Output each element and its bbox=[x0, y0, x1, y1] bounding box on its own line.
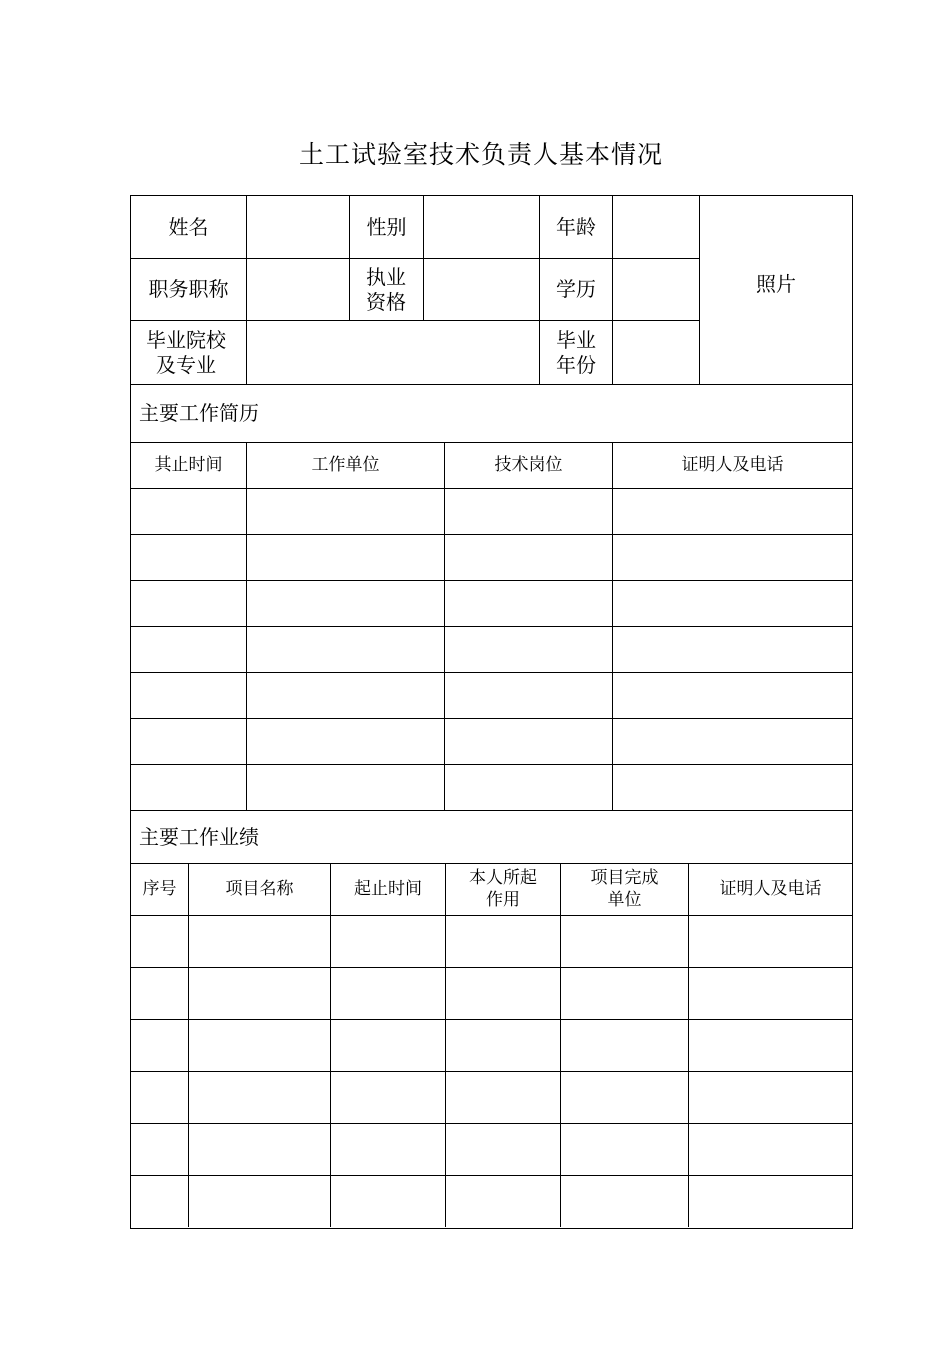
achievements-cell-completing-unit[interactable] bbox=[561, 968, 688, 1019]
work-history-cell-position[interactable] bbox=[445, 627, 612, 672]
achievements-cell-role[interactable] bbox=[446, 1020, 560, 1071]
achievements-header-completing-unit: 项目完成单位 bbox=[590, 868, 659, 910]
achievements-cell-project-name[interactable] bbox=[189, 1020, 330, 1071]
achievements-cell-completing-unit[interactable] bbox=[561, 1176, 688, 1227]
education-label: 学历 bbox=[556, 277, 596, 301]
work-history-cell-position[interactable] bbox=[445, 535, 612, 580]
work-history-cell-period[interactable] bbox=[131, 535, 246, 580]
grad-year-field[interactable] bbox=[613, 321, 699, 384]
work-history-header-position: 技术岗位 bbox=[494, 454, 563, 475]
achievements-cell-completing-unit[interactable] bbox=[561, 1020, 688, 1071]
achievements-cell-project-name[interactable] bbox=[189, 916, 330, 967]
achievements-cell-period[interactable] bbox=[331, 1176, 445, 1227]
work-history-cell-period[interactable] bbox=[131, 489, 246, 534]
work-history-header-reference-phone: 证明人及电话 bbox=[681, 454, 784, 475]
age-label: 年龄 bbox=[556, 214, 596, 239]
work-history-header-employer: 工作单位 bbox=[311, 454, 380, 475]
work-history-cell-employer[interactable] bbox=[247, 673, 444, 718]
achievements-cell-role[interactable] bbox=[446, 968, 560, 1019]
achievements-cell-role[interactable] bbox=[446, 1124, 560, 1175]
work-history-cell-period[interactable] bbox=[131, 719, 246, 764]
achievements-cell-period[interactable] bbox=[331, 968, 445, 1019]
work-history-cell-employer[interactable] bbox=[247, 765, 444, 810]
achievements-cell-project-name[interactable] bbox=[189, 1072, 330, 1123]
achievements-header-reference-phone: 证明人及电话 bbox=[719, 878, 822, 899]
work-history-cell-reference-phone[interactable] bbox=[613, 535, 852, 580]
achievements-cell-index[interactable] bbox=[131, 1072, 188, 1123]
work-history-cell-position[interactable] bbox=[445, 765, 612, 810]
work-history-cell-reference-phone[interactable] bbox=[613, 581, 852, 626]
grad-year-label: 毕业年份 bbox=[556, 327, 596, 377]
work-history-header-period: 其止时间 bbox=[154, 454, 223, 475]
achievements-header-project-name: 项目名称 bbox=[225, 878, 294, 899]
work-history-cell-position[interactable] bbox=[445, 581, 612, 626]
achievements-cell-role[interactable] bbox=[446, 916, 560, 967]
school-major-label: 毕业院校及专业 bbox=[146, 327, 226, 377]
work-history-cell-period[interactable] bbox=[131, 765, 246, 810]
position-title-field[interactable] bbox=[247, 259, 349, 320]
achievements-cell-period[interactable] bbox=[331, 1020, 445, 1071]
achievements-cell-reference-phone[interactable] bbox=[689, 1072, 852, 1123]
achievements-cell-project-name[interactable] bbox=[189, 968, 330, 1019]
school-major-field[interactable] bbox=[247, 321, 539, 384]
work-history-cell-position[interactable] bbox=[445, 719, 612, 764]
qualification-field[interactable] bbox=[424, 259, 539, 320]
work-history-cell-reference-phone[interactable] bbox=[613, 765, 852, 810]
gender-field[interactable] bbox=[424, 196, 539, 258]
achievements-cell-role[interactable] bbox=[446, 1176, 560, 1227]
work-history-cell-position[interactable] bbox=[445, 673, 612, 718]
achievements-cell-reference-phone[interactable] bbox=[689, 1176, 852, 1227]
achievements-cell-index[interactable] bbox=[131, 916, 188, 967]
work-history-cell-employer[interactable] bbox=[247, 627, 444, 672]
name-label: 姓名 bbox=[168, 214, 209, 239]
achievements-header-role: 本人所起作用 bbox=[469, 868, 537, 910]
achievements-header-index: 序号 bbox=[142, 878, 177, 899]
work-history-cell-period[interactable] bbox=[131, 673, 246, 718]
achievements-cell-reference-phone[interactable] bbox=[689, 1124, 852, 1175]
work-history-cell-employer[interactable] bbox=[247, 535, 444, 580]
achievements-header-period: 起止时间 bbox=[354, 878, 422, 899]
achievements-cell-period[interactable] bbox=[331, 1072, 445, 1123]
page-title: 土工试验室技术负责人基本情况 bbox=[298, 140, 663, 169]
achievements-cell-period[interactable] bbox=[331, 1124, 445, 1175]
achievements-cell-index[interactable] bbox=[131, 1020, 188, 1071]
position-title-label: 职务职称 bbox=[148, 277, 229, 301]
achievements-cell-reference-phone[interactable] bbox=[689, 916, 852, 967]
achievements-cell-reference-phone[interactable] bbox=[689, 1020, 852, 1071]
photo-box[interactable]: 照片 bbox=[756, 271, 796, 296]
achievements-cell-index[interactable] bbox=[131, 1176, 188, 1227]
work-history-title: 主要工作简历 bbox=[139, 401, 259, 425]
work-history-cell-period[interactable] bbox=[131, 627, 246, 672]
work-history-cell-employer[interactable] bbox=[247, 581, 444, 626]
work-history-cell-reference-phone[interactable] bbox=[613, 489, 852, 534]
work-history-cell-reference-phone[interactable] bbox=[613, 673, 852, 718]
work-history-cell-position[interactable] bbox=[445, 489, 612, 534]
achievements-cell-completing-unit[interactable] bbox=[561, 1124, 688, 1175]
achievements-title: 主要工作业绩 bbox=[139, 824, 259, 849]
name-field[interactable] bbox=[247, 196, 349, 258]
achievements-cell-period[interactable] bbox=[331, 916, 445, 967]
work-history-cell-reference-phone[interactable] bbox=[613, 719, 852, 764]
achievements-cell-project-name[interactable] bbox=[189, 1124, 330, 1175]
achievements-cell-project-name[interactable] bbox=[189, 1176, 330, 1227]
gender-label: 性别 bbox=[366, 214, 407, 239]
achievements-cell-index[interactable] bbox=[131, 1124, 188, 1175]
work-history-cell-reference-phone[interactable] bbox=[613, 627, 852, 672]
work-history-cell-period[interactable] bbox=[131, 581, 246, 626]
work-history-cell-employer[interactable] bbox=[247, 719, 444, 764]
qualification-label: 执业资格 bbox=[366, 264, 406, 314]
achievements-cell-reference-phone[interactable] bbox=[689, 968, 852, 1019]
education-field[interactable] bbox=[613, 259, 699, 320]
age-field[interactable] bbox=[613, 196, 699, 258]
work-history-cell-employer[interactable] bbox=[247, 489, 444, 534]
achievements-cell-index[interactable] bbox=[131, 968, 188, 1019]
achievements-cell-completing-unit[interactable] bbox=[561, 1072, 688, 1123]
achievements-cell-completing-unit[interactable] bbox=[561, 916, 688, 967]
achievements-cell-role[interactable] bbox=[446, 1072, 560, 1123]
